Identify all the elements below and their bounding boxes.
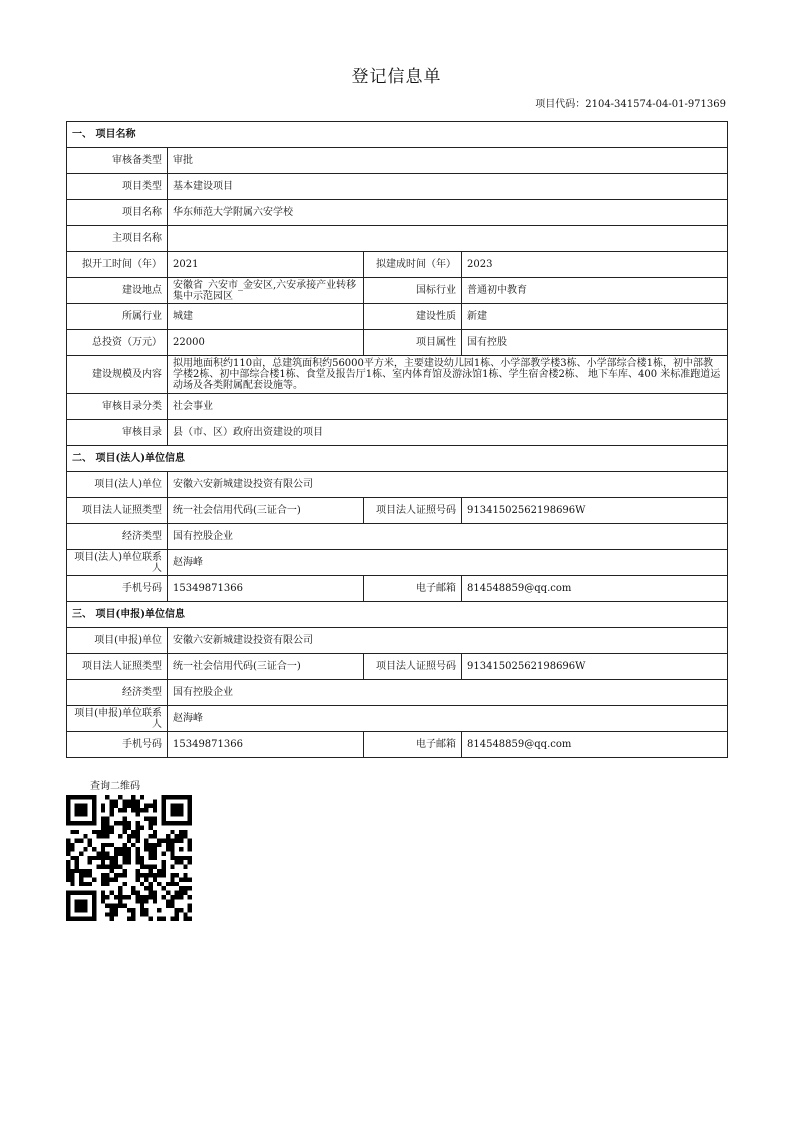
legal-econ-value: 国有控股企业	[168, 524, 728, 550]
attribute-label: 项目属性	[364, 330, 462, 356]
catalog-value: 县（市、区）政府出资建设的项目	[168, 420, 728, 446]
qr-code-icon	[66, 795, 192, 921]
legal-econ-label: 经济类型	[67, 524, 168, 550]
industry-label: 所属行业	[67, 304, 168, 330]
apply-cert-type-value: 统一社会信用代码(三证合一)	[168, 654, 364, 680]
industry-std-value: 普通初中教育	[462, 278, 728, 304]
scale-value: 拟用地面积约110亩，总建筑面积约56000平方米，主要建设幼儿园1栋、小学部教学楼3栋、小学部综合楼1栋，初中部教学楼2栋、初中部综合楼1栋、食堂及报告厅1栋、室内体育馆及游泳馆1栋、学生宿舍楼2栋、 地下车库、400 米标准跑道运动场及各类附属配套设施等。	[168, 356, 728, 394]
catalog-class-label: 审核目录分类	[67, 394, 168, 420]
apply-contact-value: 赵海峰	[168, 706, 728, 732]
apply-email-label: 电子邮箱	[364, 732, 462, 758]
apply-cert-no-value: 91341502562198696W	[462, 654, 728, 680]
main-project-label: 主项目名称	[67, 226, 168, 252]
qr-label: 查询二维码	[90, 781, 140, 792]
investment-label: 总投资（万元）	[67, 330, 168, 356]
finish-year-value: 2023	[462, 252, 728, 278]
legal-phone-label: 手机号码	[67, 576, 168, 602]
investment-value: 22000	[168, 330, 364, 356]
legal-unit-label: 项目(法人)单位	[67, 472, 168, 498]
start-year-value: 2021	[168, 252, 364, 278]
nature-label: 建设性质	[364, 304, 462, 330]
section1-heading: 一、 项目名称	[67, 122, 728, 148]
legal-cert-type-value: 统一社会信用代码(三证合一)	[168, 498, 364, 524]
legal-unit-value: 安徽六安新城建设投资有限公司	[168, 472, 728, 498]
page-title: 登记信息单	[351, 67, 442, 87]
apply-cert-no-label: 项目法人证照号码	[364, 654, 462, 680]
project-code: 项目代码：2104-341574-04-01-971369	[535, 99, 726, 110]
registration-form	[66, 121, 728, 758]
apply-econ-value: 国有控股企业	[168, 680, 728, 706]
apply-phone-value: 15349871366	[168, 732, 364, 758]
catalog-class-value: 社会事业	[168, 394, 728, 420]
apply-phone-label: 手机号码	[67, 732, 168, 758]
legal-contact-value: 赵海峰	[168, 550, 728, 576]
attribute-value: 国有控股	[462, 330, 728, 356]
apply-unit-value: 安徽六安新城建设投资有限公司	[168, 628, 728, 654]
industry-value: 城建	[168, 304, 364, 330]
catalog-label: 审核目录	[67, 420, 168, 446]
legal-contact-label: 项目(法人)单位联系人	[67, 550, 168, 576]
section2-heading: 二、 项目(法人)单位信息	[67, 446, 728, 472]
section3-heading: 三、 项目(申报)单位信息	[67, 602, 728, 628]
apply-email-value: 814548859@qq.com	[462, 732, 728, 758]
project-type-label: 项目类型	[67, 174, 168, 200]
legal-cert-no-value: 91341502562198696W	[462, 498, 728, 524]
apply-cert-type-label: 项目法人证照类型	[67, 654, 168, 680]
start-year-label: 拟开工时间（年）	[67, 252, 168, 278]
review-type-label: 审核备类型	[67, 148, 168, 174]
project-name-label: 项目名称	[67, 200, 168, 226]
apply-econ-label: 经济类型	[67, 680, 168, 706]
project-type-value: 基本建设项目	[168, 174, 728, 200]
apply-unit-label: 项目(申报)单位	[67, 628, 168, 654]
location-label: 建设地点	[67, 278, 168, 304]
finish-year-label: 拟建成时间（年）	[364, 252, 462, 278]
apply-contact-label: 项目(申报)单位联系人	[67, 706, 168, 732]
location-value: 安徽省_六安市_金安区,六安承接产业转移集中示范园区	[168, 278, 364, 304]
main-project-value	[168, 226, 728, 252]
legal-cert-no-label: 项目法人证照号码	[364, 498, 462, 524]
legal-email-value: 814548859@qq.com	[462, 576, 728, 602]
industry-std-label: 国标行业	[364, 278, 462, 304]
review-type-value: 审批	[168, 148, 728, 174]
legal-cert-type-label: 项目法人证照类型	[67, 498, 168, 524]
project-name-value: 华东师范大学附属六安学校	[168, 200, 728, 226]
legal-phone-value: 15349871366	[168, 576, 364, 602]
scale-label: 建设规模及内容	[67, 356, 168, 394]
legal-email-label: 电子邮箱	[364, 576, 462, 602]
nature-value: 新建	[462, 304, 728, 330]
